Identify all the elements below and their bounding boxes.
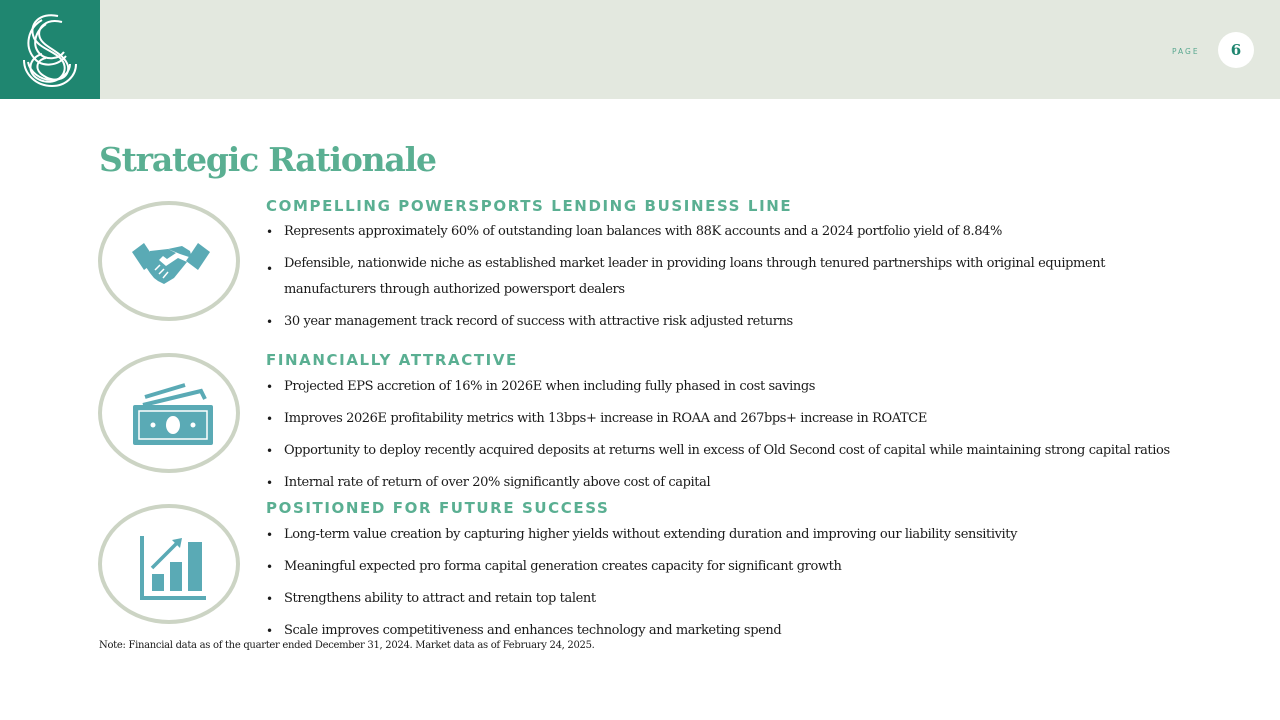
- page-number-badge: 6: [1218, 32, 1254, 68]
- icon-ring-powersports: [98, 201, 240, 321]
- list-item: • Long-term value creation by capturing higher yields without extending duration and improving our liability sensitivity: [266, 527, 1226, 543]
- section-powersports: [266, 197, 1226, 330]
- list-item: • Improves 2026E profitability metrics with 13bps+ increase in ROAA and 267bps+ increase in ROATCE: [266, 411, 1226, 427]
- handshake-icon: [130, 238, 212, 288]
- header-bar: [0, 0, 1280, 99]
- page-label: PAGE: [1172, 47, 1200, 56]
- section-heading: FINANCIALLY ATTRACTIVE: [266, 351, 518, 369]
- list-item: • Internal rate of return of over 20% significantly above cost of capital: [266, 475, 1226, 491]
- icon-ring-financial: [98, 353, 240, 473]
- page-title: Strategic Rationale: [99, 140, 436, 179]
- list-item: • Projected EPS accretion of 16% in 2026E when including fully phased in cost savings: [266, 379, 1226, 395]
- bullet-list: [266, 224, 1226, 330]
- interlocking-rings-logo-icon: [18, 10, 82, 90]
- list-item: • Opportunity to deploy recently acquired deposits at returns well in excess of Old Second cost of capital while maintaining strong capital ratios: [266, 443, 1226, 459]
- money-bills-icon: [131, 383, 215, 447]
- logo: [0, 0, 100, 99]
- list-item: • 30 year management track record of success with attractive risk adjusted returns: [266, 314, 1226, 330]
- list-item: • Represents approximately 60% of outstanding loan balances with 88K accounts and a 2024 portfolio yield of 8.84%: [266, 224, 1226, 240]
- list-item: • Scale improves competitiveness and enhances technology and marketing spend: [266, 623, 1226, 639]
- bullet-list: [266, 379, 1226, 491]
- section-heading: POSITIONED FOR FUTURE SUCCESS: [266, 499, 610, 517]
- list-item: • Defensible, nationwide niche as established market leader in providing loans through tenured partnerships with original equipment manufacturers through authorized powersport dealers: [266, 251, 1164, 303]
- list-item: • Meaningful expected pro forma capital generation creates capacity for significant growth: [266, 559, 1226, 575]
- bullet-list: [266, 527, 1226, 639]
- footnote: Note: Financial data as of the quarter ended December 31, 2024. Market data as of February 24, 2025.: [99, 640, 595, 651]
- section-heading: COMPELLING POWERSPORTS LENDING BUSINESS LINE: [266, 197, 793, 215]
- growth-chart-icon: [138, 534, 208, 604]
- section-future: [266, 499, 1226, 639]
- list-item: • Strengthens ability to attract and retain top talent: [266, 591, 1226, 607]
- icon-ring-future: [98, 504, 240, 624]
- section-financial: [266, 351, 1226, 491]
